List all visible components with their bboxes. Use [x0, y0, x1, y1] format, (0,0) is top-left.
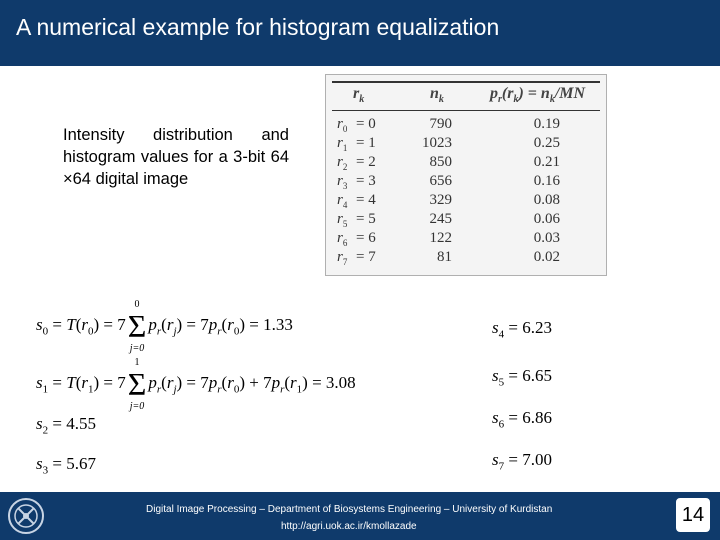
table-row: [326, 211, 606, 230]
rk-cell: $r_4$: [337, 192, 348, 210]
rk-value-cell: = 3: [356, 173, 376, 189]
pr-cell: 0.02: [533, 249, 560, 265]
rk-value-cell: = 4: [356, 192, 376, 208]
rk-cell: $r_0$: [337, 116, 348, 134]
equation-s7: $s_7 = 7.00$: [492, 450, 552, 473]
page-number: 14: [674, 496, 712, 534]
histogram-table: [325, 74, 607, 276]
table-top-rule: [332, 81, 600, 83]
sum-symbol-1: Σ 1 j=0: [127, 357, 147, 412]
header-nk: $n_k$: [430, 85, 444, 106]
table-row: [326, 154, 606, 173]
rk-value-cell: = 0: [356, 116, 376, 132]
footer-department: Digital Image Processing – Department of Biosystems Engineering – University of Kurdistan: [146, 504, 553, 515]
rk-cell: $r_3$: [337, 173, 348, 191]
equation-s3: $s_3 = 5.67$: [36, 454, 96, 477]
table-header-rule: [332, 110, 600, 111]
equation-s4: $s_4 = 6.23$: [492, 318, 552, 341]
nk-cell: 245: [429, 211, 452, 227]
rk-value-cell: = 5: [356, 211, 376, 227]
pr-cell: 0.19: [533, 116, 560, 132]
nk-cell: 656: [429, 173, 452, 189]
nk-cell: 329: [429, 192, 452, 208]
footer-bar: [0, 492, 720, 540]
table-caption: Intensity distribution and histogram values for a 3-bit 64 ×64 digital image: [63, 126, 289, 188]
table-row: [326, 230, 606, 249]
table-row: [326, 249, 606, 268]
equation-s2: $s_2 = 4.55$: [36, 414, 96, 437]
equation-s0: $s_0 = T(r_0) = 7\Sigma$ 0 j=0 $p_r(r_j) = 7p_r(r_0) = 1.33$: [36, 299, 293, 354]
pr-cell: 0.06: [533, 211, 560, 227]
footer-url[interactable]: http://agri.uok.ac.ir/kmollazade: [281, 521, 417, 532]
equation-s1: $s_1 = T(r_1) = 7\Sigma$ 1 j=0 $p_r(r_j) = 7p_r(r_0) + 7p_r(r_1) = 3.08$: [36, 357, 356, 412]
header-pr: $p_r(r_k) = n_k/MN$: [490, 85, 586, 106]
rk-cell: $r_7$: [337, 249, 348, 267]
university-logo-icon: [6, 496, 46, 536]
nk-cell: 1023: [422, 135, 452, 151]
rk-cell: $r_2$: [337, 154, 348, 172]
header-rk: $r_k$: [353, 85, 365, 106]
rk-cell: $r_5$: [337, 211, 348, 229]
rk-cell: $r_1$: [337, 135, 348, 153]
nk-cell: 122: [429, 230, 452, 246]
rk-cell: $r_6$: [337, 230, 348, 248]
pr-cell: 0.16: [533, 173, 560, 189]
table-row: [326, 116, 606, 135]
nk-cell: 81: [437, 249, 452, 265]
table-row: [326, 192, 606, 211]
pr-cell: 0.21: [533, 154, 560, 170]
pr-cell: 0.03: [533, 230, 560, 246]
pr-cell: 0.08: [533, 192, 560, 208]
slide-title: A numerical example for histogram equalization: [16, 14, 500, 40]
rk-value-cell: = 7: [356, 249, 376, 265]
rk-value-cell: = 1: [356, 135, 376, 151]
equation-s6: $s_6 = 6.86$: [492, 408, 552, 431]
nk-cell: 790: [429, 116, 452, 132]
pr-cell: 0.25: [533, 135, 560, 151]
rk-value-cell: = 2: [356, 154, 376, 170]
equation-s5: $s_5 = 6.65$: [492, 366, 552, 389]
rk-value-cell: = 6: [356, 230, 376, 246]
table-row: [326, 173, 606, 192]
nk-cell: 850: [429, 154, 452, 170]
table-row: [326, 135, 606, 154]
sum-symbol-0: Σ 0 j=0: [127, 299, 147, 354]
